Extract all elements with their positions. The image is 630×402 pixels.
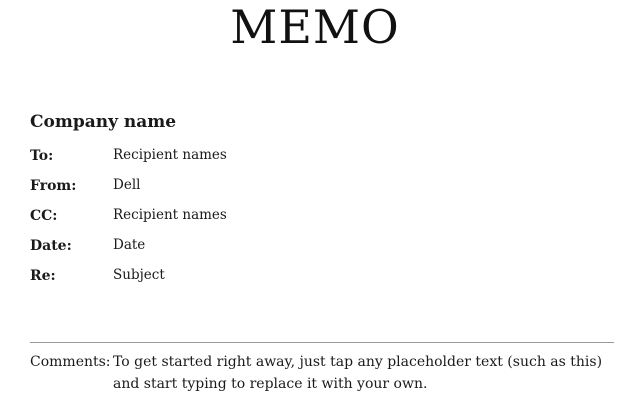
re-label: Re: (30, 268, 56, 284)
from-value[interactable]: Dell (113, 177, 141, 193)
memo-title[interactable]: MEMO (230, 0, 400, 54)
to-value[interactable]: Recipient names (113, 147, 227, 163)
cc-label: CC: (30, 208, 58, 224)
comments-divider (30, 342, 614, 343)
comments-text[interactable]: To get started right away, just tap any placeholder text (such as this) and start typing to replace it with your own. (113, 354, 603, 392)
to-row (30, 144, 590, 168)
cc-row (30, 204, 590, 228)
re-row (30, 264, 590, 288)
to-label: To: (30, 148, 54, 164)
cc-value[interactable]: Recipient names (113, 207, 227, 223)
date-label: Date: (30, 238, 72, 254)
comments-label: Comments: (30, 354, 111, 370)
from-label: From: (30, 178, 77, 194)
from-row (30, 174, 590, 198)
date-value[interactable]: Date (113, 237, 146, 253)
date-row (30, 234, 590, 258)
re-value[interactable]: Subject (113, 267, 165, 283)
company-name[interactable]: Company name (30, 112, 177, 132)
